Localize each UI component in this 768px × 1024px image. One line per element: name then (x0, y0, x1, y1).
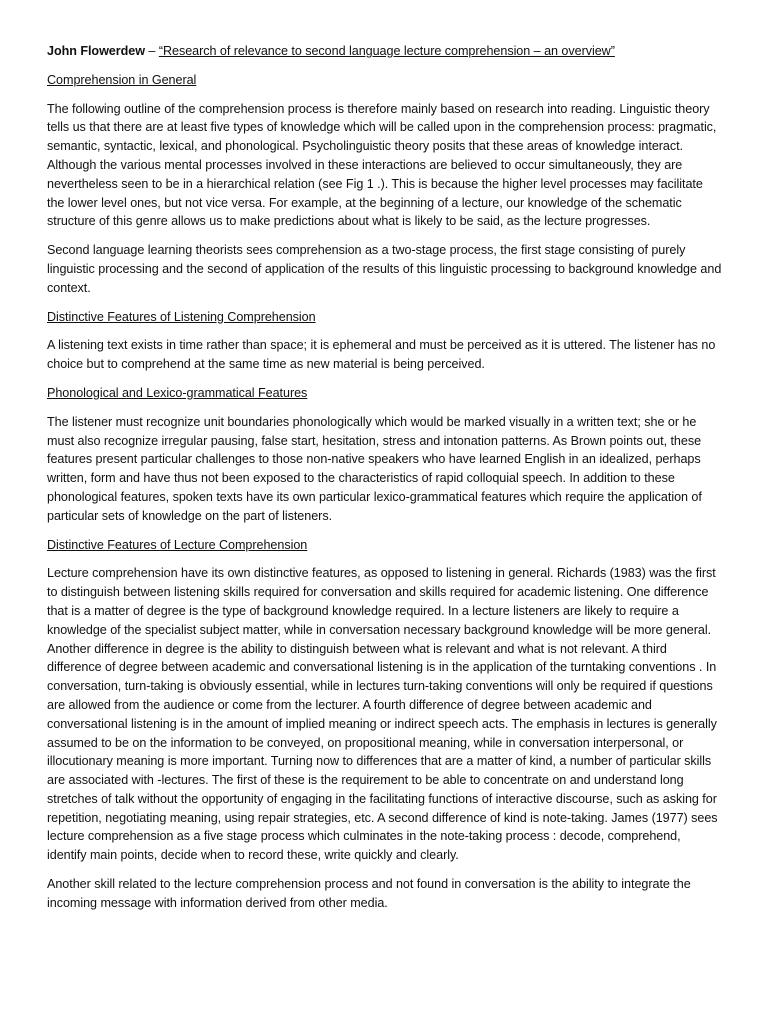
section-heading-listening-comprehension: Distinctive Features of Listening Comprehension (47, 309, 316, 324)
paragraph: A listening text exists in time rather than space; it is ephemeral and must be perceived as it is uttered. The listener has no choice but to comprehend at the same time as new material is being perceived. (47, 338, 716, 372)
section-heading-comprehension-general: Comprehension in General (47, 72, 197, 87)
paragraph: Second language learning theorists sees comprehension as a two-stage process, the first stage consisting of purely linguistic processing and the second of application of the results of this linguistic processing to background knowledge and context. (47, 243, 722, 295)
paragraph: Another skill related to the lecture comprehension process and not found in conversation is the ability to integrate the incoming message with information derived from other media. (47, 877, 691, 910)
paragraph: Lecture comprehension have its own distinctive features, as opposed to listening in general. Richards (1983) was the first to distinguish between listening skills required for conversation and skills required for academic listening. One difference that is a matter of degree is the type of background knowledge required. In a lecture listeners are likely to require a knowledge of the specialist subject matter, while in conversation necessary background knowledge will be more general. Another difference in degree is the ability to distinguish between what is relevant and what is not relevant. A third difference of degree between academic and conversational listening is in the application of the turntaking conventions . In conversation, turn-taking is obviously essential, while in lectures turn-taking conventions will only be required if questions are allowed from the audience or come from the lecturer. A fourth difference of degree between academic and conversational listening is in the amount of implied meaning or indirect speech acts. The emphasis in lectures is generally assumed to be on the information to be conveyed, on propositional meaning, while in conversation interpersonal, or illocutionary meaning is more important. Turning now to differences that are a matter of kind, a number of particular skills are associated with -lectures. The first of these is the requirement to be able to concentrate on and understand long stretches of talk without the opportunity of engaging in the facilitating functions of interactive discourse, such as asking for repetition, negotiating meaning, using repair strategies, etc. A second difference of kind is note-taking. James (1977) sees lecture comprehension as a five stage process which culminates in the note-taking process : decode, comprehend, identify main points, decide when to record these, write quickly and clearly. (47, 566, 718, 863)
author-name: John Flowerdew (47, 44, 145, 58)
document-title-line (47, 42, 723, 61)
work-title: “Research of relevance to second language lecture comprehension – an overview” (158, 44, 615, 58)
paragraph: The following outline of the comprehension process is therefore mainly based on research into reading. Linguistic theory tells us that there are at least five types of knowledge which will be called upon in the comprehension process: pragmatic, semantic, syntactic, lexical, and phonological. Psycholinguistic theory posits that these areas of knowledge interact. Although the various mental processes involved in these interactions are believed to occur simultaneously, they are nevertheless seen to be in a hierarchical relation (see Fig 1 .). This is because the higher level processes may facilitate the lower level ones, but not vice versa. For example, at the beginning of a lecture, our knowledge of the schematic structure of this genre allows us to make predictions about what is likely to be said, as the lecture progresses. (47, 101, 717, 229)
title-separator: – (144, 44, 159, 58)
paragraph: The listener must recognize unit boundaries phonologically which would be marked visually in a written text; she or he must also recognize irregular pausing, false start, hesitation, stress and intonation patterns. As Brown points out, these features present particular challenges to those non-native speakers who have learned English in an idealized, perhaps written, form and have thus not been exposed to the characteristics of rapid colloquial speech. In addition to these phonological features, spoken texts have its own particular lexico-grammatical features which require the application of particular sets of knowledge on the part of listeners. (47, 414, 702, 523)
section-heading-phonological-features: Phonological and Lexico-grammatical Features (47, 385, 308, 400)
document-page (47, 42, 723, 923)
section-heading-lecture-comprehension: Distinctive Features of Lecture Comprehension (47, 537, 308, 552)
